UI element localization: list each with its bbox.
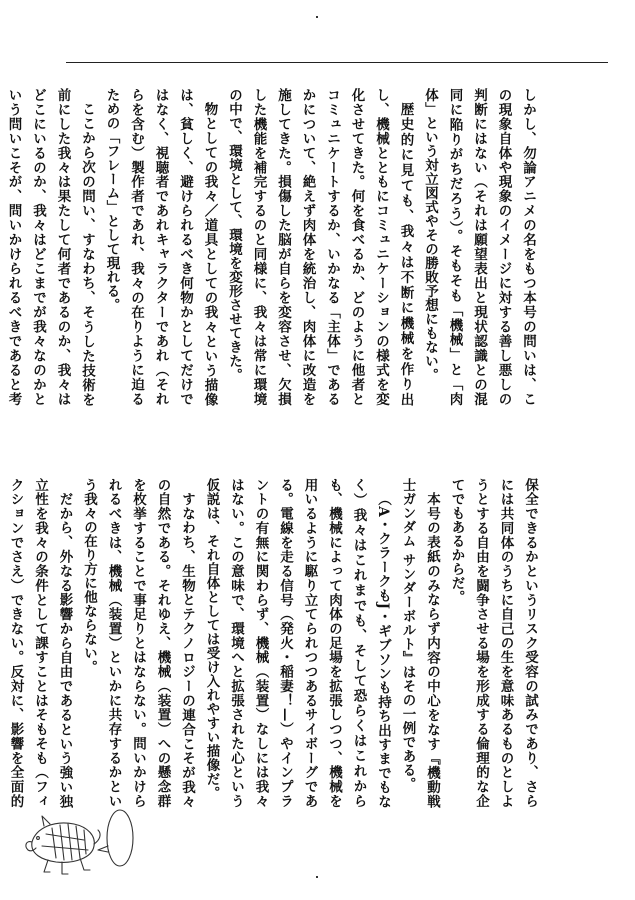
page-dot-bottom <box>316 876 318 878</box>
page-dot-top <box>316 16 318 18</box>
paragraph: 保全できるかというリスク受容の試みであり、さらには共同体のうちに自己の生を意味あるものとしようとする自由を闘争させる場を形成する倫理的な企てでもあるからだ。 <box>448 478 538 808</box>
paragraph: ここから次の問い、すなわち、そうした技術を前にした我々は果たして何者であるのか、我々はどこにいるのか、我々はどこまでが我々なのかという問いこそが、問いかけられるべきであると考 <box>5 88 95 406</box>
paragraph: （A・クラークもJ・ギブソンも持ち出すまでもなく）我々はこれまでも、そして恐らくはこれからも、機械によって肉体の足場を拡張しつつ、機械を用いるように駆り立てられつつあるサイボーグである。電線を走る信号（発火・稲妻！—）やインプラントの有無に関わらず、機械（装置）なしには我々はない。この意味で、環境へと拡張された心という仮説は、それ自体としては受け入れやすい描像だ。 <box>203 478 391 808</box>
paragraph: しかし、勿論アニメの名をもつ本号の問いは、この現象自体や現象のイメージに対する善し悪しの判断にはない（それは願望表出と現状認識との混同に陥りがちだろう）。そもそも「機械」と「肉体」という対立図式やその勝敗予想にもない。 <box>422 88 536 406</box>
lower-text-block <box>7 478 542 808</box>
upper-text-block <box>5 88 540 406</box>
paragraph: 物としての我々／道具としての我々という描像は、貧しく、避けられるべき何物かとしてだけではなく、視聴者であれキャラクターであれ（それらを含む）製作者であれ、我々の在りように迫るための「フレーム」として現れる。 <box>103 88 218 406</box>
header-rule <box>66 62 608 63</box>
paragraph: 歴史的に見ても、我々は不断に機械を作り出し、機械とともにコミュニケーションの様式を変化させてきた。何を食べるか、どのように他者とコミュニケートするか、いかなる「主体」であるかについて、絶えず肉体を統治し、肉体に改造を施してきた。損傷した脳が自らを変容させ、欠損した機能を補完するのと同様に、我々は常に環境の中で、環境として、環境を変形させてきた。 <box>226 88 414 406</box>
paragraph: すなわち、生物とテクノロジーの連合こそが我々の自然である。それゆえ、機械（装置）への懸念群を枚挙することで事足りとはならない。問いかけられるべきは、機械（装置）といかに共存するかという我々の在り方に他ならない。 <box>81 478 195 808</box>
sketch-illustration <box>22 800 137 880</box>
paragraph: だから、外なる影響から自由であるという強い独立性を我々の条件として課すことはそもそも（フィクションでさえ）できない。反対に、影響を全面的 <box>7 478 73 808</box>
paragraph: 本号の表紙のみならず内容の中心をなす『機動戦士ガンダム サンダーボルト』はその一例である。 <box>399 478 440 808</box>
